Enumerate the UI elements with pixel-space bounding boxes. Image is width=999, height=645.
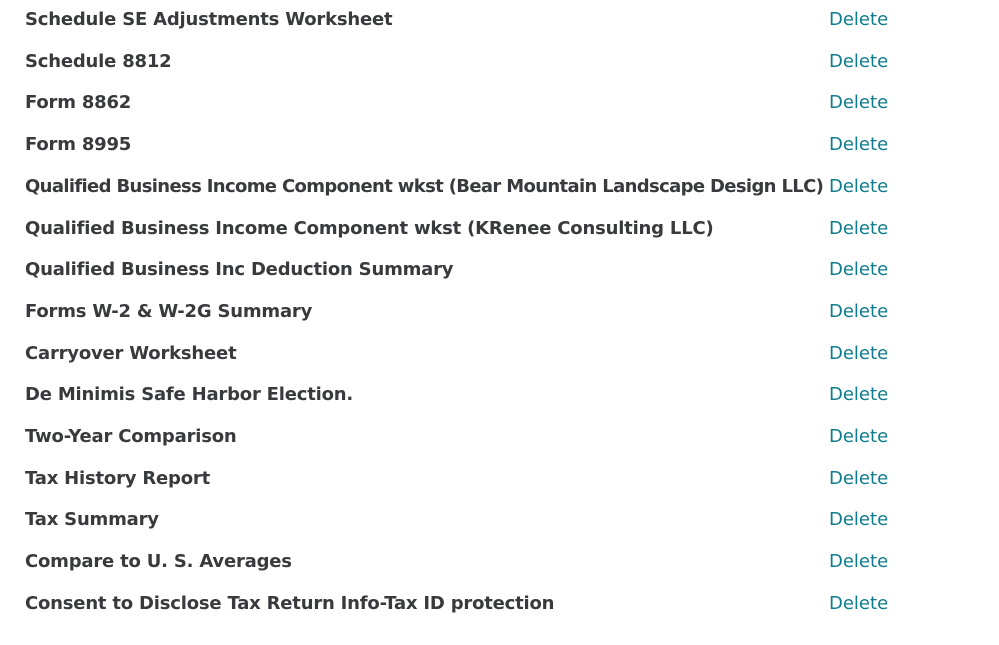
form-name: Schedule SE Adjustments Worksheet: [25, 9, 393, 30]
list-item: [0, 208, 999, 250]
delete-link[interactable]: Delete: [829, 300, 889, 322]
delete-link[interactable]: Delete: [829, 50, 889, 72]
form-name: Tax Summary: [25, 509, 159, 531]
delete-link[interactable]: Delete: [829, 259, 889, 281]
delete-link[interactable]: Delete: [829, 175, 889, 197]
list-item: [0, 458, 999, 500]
form-name: Schedule 8812: [25, 50, 172, 72]
form-name: Forms W-2 & W-2G Summary: [25, 300, 313, 322]
list-item: [0, 124, 999, 166]
form-name: Compare to U. S. Averages: [25, 551, 292, 573]
delete-link[interactable]: Delete: [829, 342, 889, 364]
form-name: Qualified Business Income Component wkst (KRenee Consulting LLC): [25, 217, 714, 239]
list-item: [0, 541, 999, 583]
form-name: Qualified Business Inc Deduction Summary: [25, 259, 454, 281]
delete-link[interactable]: Delete: [829, 9, 889, 30]
list-item: [0, 583, 999, 625]
list-item: [0, 166, 999, 208]
delete-link[interactable]: Delete: [829, 551, 889, 573]
form-name: Consent to Disclose Tax Return Info-Tax ID protection: [25, 592, 555, 614]
delete-link[interactable]: Delete: [829, 467, 889, 489]
form-name: Carryover Worksheet: [25, 342, 237, 364]
form-name: De Minimis Safe Harbor Election.: [25, 384, 354, 406]
list-item: [0, 374, 999, 416]
form-name: Tax History Report: [25, 467, 210, 489]
delete-link[interactable]: Delete: [829, 134, 889, 156]
list-item: [0, 291, 999, 333]
list-item: [0, 333, 999, 375]
list-item: [0, 416, 999, 458]
form-name: Form 8862: [25, 92, 132, 114]
form-name: Two-Year Comparison: [25, 426, 237, 447]
form-name: Form 8995: [25, 134, 132, 156]
delete-link[interactable]: Delete: [829, 509, 889, 531]
delete-link[interactable]: Delete: [829, 426, 889, 447]
list-item: [0, 82, 999, 124]
list-item: [0, 0, 999, 41]
list-item: [0, 249, 999, 291]
delete-link[interactable]: Delete: [829, 592, 889, 614]
list-item: [0, 41, 999, 83]
delete-link[interactable]: Delete: [829, 92, 889, 114]
delete-link[interactable]: Delete: [829, 217, 889, 239]
form-name: Qualified Business Income Component wkst (Bear Mountain Landscape Design LLC): [25, 175, 824, 197]
list-item: [0, 499, 999, 541]
delete-link[interactable]: Delete: [829, 384, 889, 406]
